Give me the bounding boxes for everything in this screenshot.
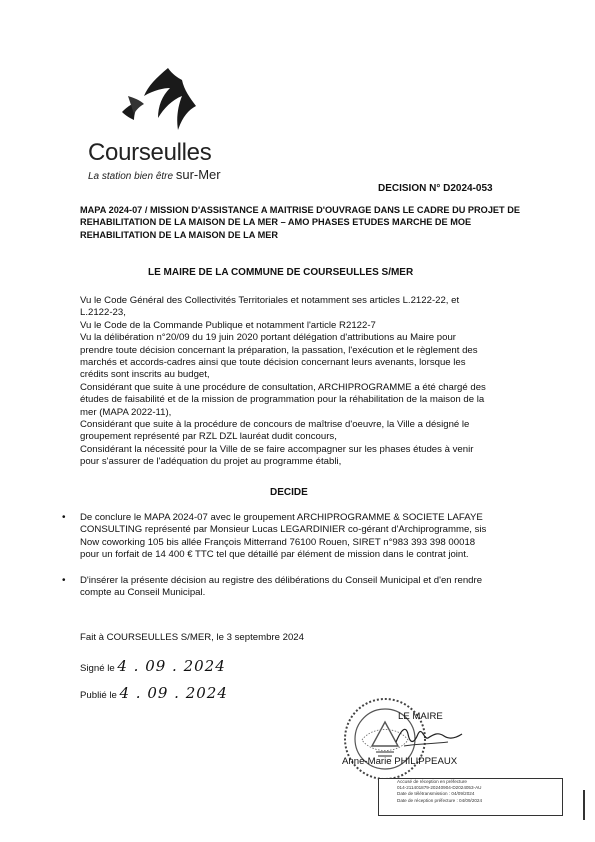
- receipt-line: Date de réception préfecture : 04/09/2024: [397, 797, 483, 803]
- signed-date: 4 . 09 . 2024: [117, 657, 226, 675]
- scan-edge-mark: [583, 790, 585, 820]
- signed-line: [80, 657, 226, 675]
- consideration-line: marchés et accords-cadres ainsi que toute décision concernant leurs avenants, lorsque les: [80, 357, 466, 369]
- handwritten-signature: [392, 722, 464, 750]
- signed-label: Signé le: [80, 663, 115, 674]
- subject-line: REHABILITATION DE LA MAISON DE LA MER – AMO PHASES ETUDES MARCHE DE MOE: [80, 217, 472, 228]
- consideration-line: études de faisabilité et de la mission de programmation pour la réhabilitation de la maison de la: [80, 394, 485, 406]
- subject-line: MAPA 2024-07 / MISSION D'ASSISTANCE A MAITRISE D'OUVRAGE DANS LE CADRE DU PROJET DE: [80, 205, 520, 215]
- decide-heading: DECIDE: [270, 487, 308, 498]
- logo-tagline-suffix: sur-Mer: [175, 167, 221, 182]
- receipt-line: Accusé de réception en préfecture: [397, 779, 467, 784]
- receipt-line: 014-211401879-20240904-D2024053-AU: [397, 785, 482, 791]
- article-line: Now coworking 105 bis allée François Mitterrand 76100 Rouen, SIRET n°983 393 398 00018: [80, 536, 476, 548]
- article-line: D'insérer la présente décision au registre des délibérations du Conseil Municipal et d'en rendre: [80, 575, 483, 586]
- mayor-heading: LE MAIRE DE LA COMMUNE DE COURSEULLES S/MER: [148, 267, 414, 278]
- consideration-line: prendre toute décision concernant la préparation, la passation, l'exécution et le règlement des: [80, 344, 478, 356]
- article-1: [80, 512, 545, 562]
- consideration-line: Vu la délibération n°20/09 du 19 juin 2020 portant délégation d'attributions au Maire pour: [80, 332, 457, 344]
- article-2: [80, 575, 545, 600]
- consideration-line: crédits sont inscrits au budget,: [80, 369, 210, 381]
- considerations-block: [80, 295, 545, 469]
- consideration-line: Considérant la nécessité pour la Ville de se faire accompagner sur les phases études à venir: [80, 443, 474, 455]
- consideration-line: mer (MAPA 2022-11),: [80, 406, 172, 418]
- published-label: Publié le: [80, 690, 117, 701]
- article-line: pour un forfait de 14 400 € TTC tel que détaillé par élément de mission dans le contrat joint.: [80, 549, 469, 561]
- logo-bird-icon: [118, 66, 198, 144]
- consideration-line: Considérant que suite à une procédure de consultation, ARCHIPROGRAMME a été chargé des: [80, 381, 486, 393]
- prefecture-receipt-box: [378, 778, 563, 816]
- logo-tagline: [88, 167, 221, 182]
- decision-number: DECISION N° D2024-053: [378, 183, 493, 194]
- signature-title: LE MAIRE: [398, 711, 443, 722]
- made-at: Fait à COURSEULLES S/MER, le 3 septembre 2024: [80, 632, 304, 643]
- consideration-line: Vu le Code Général des Collectivités Territoriales et notamment ses articles L.2122-22, et: [80, 295, 460, 306]
- consideration-line: Considérant que suite à la procédure de concours de maîtrise d'oeuvre, la Ville a désigné le: [80, 419, 470, 431]
- article-line: compte au Conseil Municipal.: [80, 587, 206, 599]
- consideration-line: Vu le Code de la Commande Publique et notamment l'article R2122-7: [80, 319, 376, 331]
- consideration-line: pour s'assurer de l'adéquation du projet au programme établi,: [80, 456, 342, 468]
- consideration-line: groupement représenté par RZL DZL lauréat dudit concours,: [80, 431, 337, 443]
- decision-subject: [80, 204, 545, 241]
- published-line: [80, 684, 228, 702]
- article-line: De conclure le MAPA 2024-07 avec le groupement ARCHIPROGRAMME & SOCIETE LAFAYE: [80, 512, 483, 523]
- bullet-icon: •: [62, 512, 66, 523]
- receipt-line: Date de télétransmission : 04/09/2024: [397, 791, 475, 797]
- consideration-line: L.2122-23,: [80, 307, 126, 319]
- article-line: CONSULTING représenté par Monsieur Lucas LEGARDINIER co-gérant d'Archiprogramme, sis: [80, 524, 487, 536]
- bullet-icon: •: [62, 575, 66, 586]
- subject-line: REHABILITATION DE LA MAISON DE LA MER: [80, 229, 279, 240]
- logo-name: Courseulles: [88, 139, 212, 166]
- published-date: 4 . 09 . 2024: [119, 684, 228, 702]
- logo-tagline-prefix: La station bien être: [88, 171, 176, 182]
- signature-name: Anne-Marie PHILIPPEAUX: [342, 756, 458, 767]
